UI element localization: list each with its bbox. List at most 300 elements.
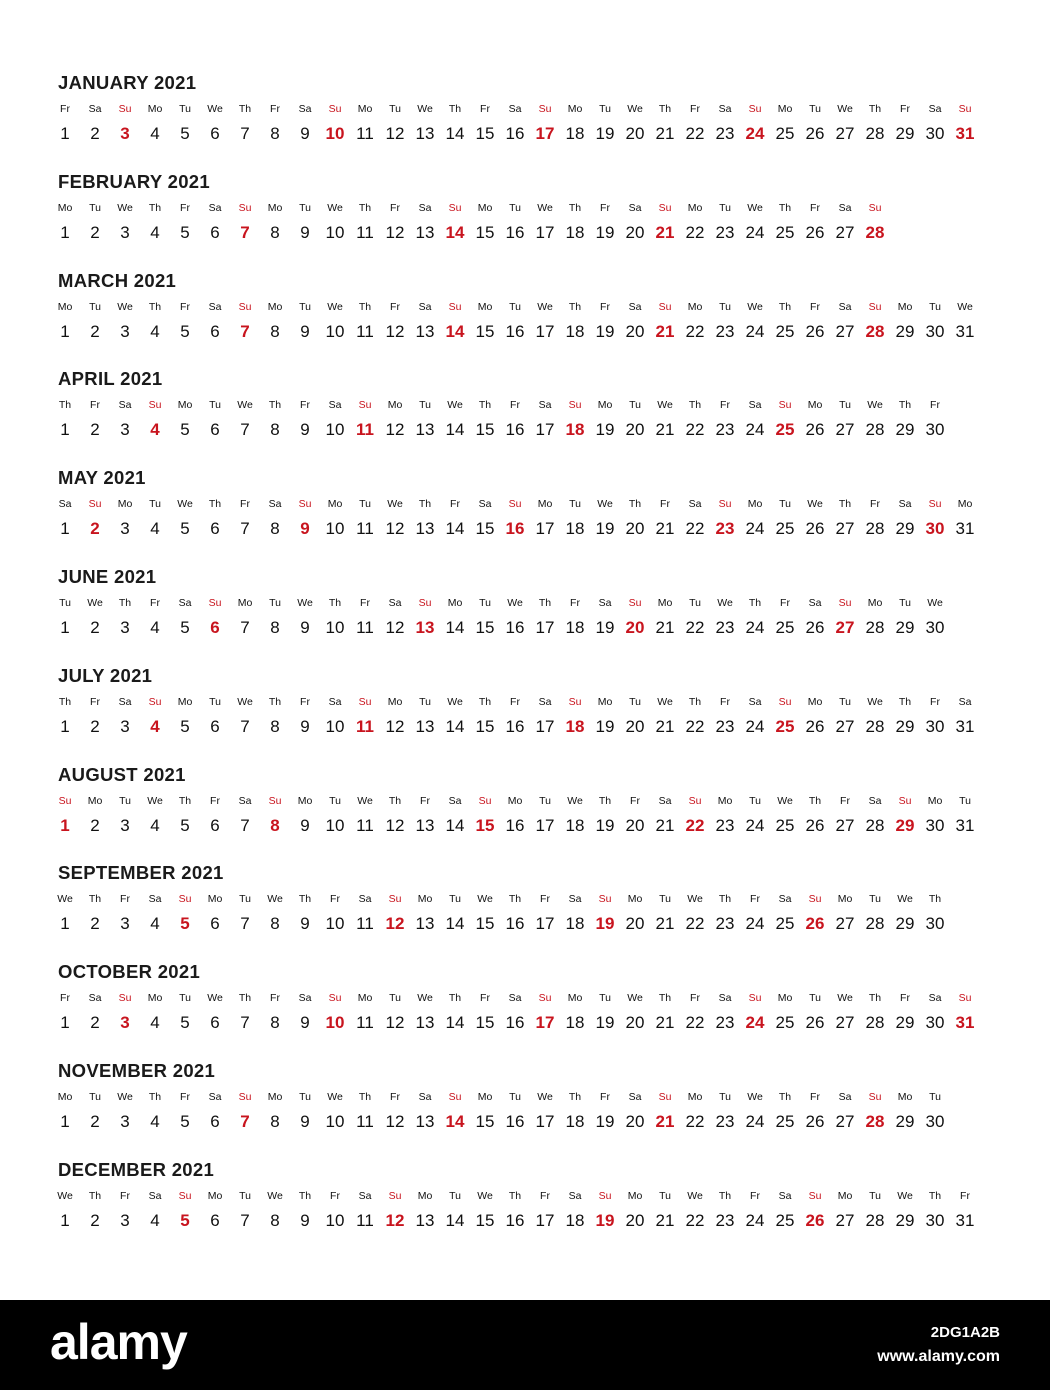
weekday-label: We xyxy=(327,301,343,313)
day-number: 10 xyxy=(325,717,345,736)
weekday-label: Th xyxy=(688,696,702,708)
weekday-label: Su xyxy=(58,795,72,807)
weekday-label: Tu xyxy=(809,992,821,1004)
weekday-label: Mo xyxy=(597,399,613,411)
weekday-label: Mo xyxy=(267,301,283,313)
weekday-label: Th xyxy=(748,597,762,609)
day-number: 8 xyxy=(270,914,280,933)
day-number: 22 xyxy=(685,914,705,933)
day-number: 14 xyxy=(445,519,465,538)
sunday-date: 25 xyxy=(775,717,795,736)
sunday-date: 22 xyxy=(685,816,705,835)
day-number: 22 xyxy=(685,1013,705,1032)
weekday-label: We xyxy=(807,498,823,510)
weekday-label: Su xyxy=(208,597,222,609)
weekday-label: We xyxy=(237,399,253,411)
weekday-label: Su xyxy=(568,696,582,708)
day-number: 29 xyxy=(895,1211,915,1230)
weekday-label: Tu xyxy=(899,597,911,609)
weekday-label: Mo xyxy=(687,202,703,214)
weekday-label: Tu xyxy=(569,498,581,510)
day-number: 15 xyxy=(475,124,495,143)
day-number: 14 xyxy=(445,1013,465,1032)
weekday-label: Fr xyxy=(840,795,850,807)
day-number: 8 xyxy=(270,1112,280,1131)
weekday-label: Fr xyxy=(690,992,700,1004)
day-number: 17 xyxy=(535,420,555,439)
day-number: 5 xyxy=(180,124,190,143)
day-number: 9 xyxy=(300,322,310,341)
day-number: 2 xyxy=(90,124,100,143)
weekday-label: We xyxy=(777,795,793,807)
day-number: 25 xyxy=(775,618,795,637)
weekday-label: Th xyxy=(448,103,462,115)
sunday-date: 12 xyxy=(385,914,405,933)
weekday-label: Fr xyxy=(150,597,160,609)
day-number: 11 xyxy=(356,914,374,933)
day-number: 3 xyxy=(120,420,130,439)
sunday-date: 1 xyxy=(60,816,70,835)
day-number: 12 xyxy=(385,717,405,736)
weekday-label: Su xyxy=(418,597,432,609)
day-number: 9 xyxy=(300,1112,310,1131)
day-number: 19 xyxy=(595,322,615,341)
day-number: 2 xyxy=(90,1211,100,1230)
weekday-label: Su xyxy=(868,202,882,214)
weekday-label: Sa xyxy=(118,399,132,411)
month-title: JUNE 2021 xyxy=(58,566,157,587)
weekday-label: Fr xyxy=(720,399,730,411)
month-title: MAY 2021 xyxy=(58,467,146,488)
weekday-label: Tu xyxy=(839,399,851,411)
weekday-label: We xyxy=(207,992,223,1004)
weekday-label: Fr xyxy=(120,893,130,905)
day-number: 30 xyxy=(925,816,945,835)
day-number: 22 xyxy=(685,618,705,637)
day-number: 14 xyxy=(445,816,465,835)
day-number: 29 xyxy=(895,124,915,143)
day-number: 3 xyxy=(120,1211,130,1230)
weekday-label: Tu xyxy=(179,992,191,1004)
weekday-label: Mo xyxy=(837,1190,853,1202)
weekday-label: Th xyxy=(358,1091,372,1103)
day-number: 21 xyxy=(655,717,675,736)
month-block xyxy=(0,1060,1050,1159)
weekday-label: Su xyxy=(538,103,552,115)
day-number: 20 xyxy=(625,124,645,143)
month-block xyxy=(0,862,1050,961)
day-number: 11 xyxy=(356,816,374,835)
weekday-label: Tu xyxy=(539,795,551,807)
day-number: 13 xyxy=(415,322,435,341)
weekday-label: Tu xyxy=(659,1190,671,1202)
day-number: 2 xyxy=(90,1112,100,1131)
weekday-label: Th xyxy=(268,696,282,708)
month-title: SEPTEMBER 2021 xyxy=(58,862,224,883)
weekday-label: Th xyxy=(568,1091,582,1103)
sunday-date: 3 xyxy=(120,1013,130,1032)
weekday-label: Tu xyxy=(449,893,461,905)
day-number: 4 xyxy=(150,519,160,538)
weekday-label: Fr xyxy=(960,1190,970,1202)
weekday-label: Su xyxy=(808,893,822,905)
day-number: 21 xyxy=(655,914,675,933)
weekday-label: Mo xyxy=(597,696,613,708)
sunday-date: 10 xyxy=(325,124,345,143)
weekday-label: Sa xyxy=(628,301,642,313)
day-number: 28 xyxy=(865,816,885,835)
day-number: 2 xyxy=(90,618,100,637)
weekday-label: Tu xyxy=(419,696,431,708)
day-number: 3 xyxy=(120,1112,130,1131)
sunday-date: 6 xyxy=(210,618,220,637)
sunday-date: 30 xyxy=(925,519,945,538)
sunday-date: 25 xyxy=(775,420,795,439)
weekday-label: Tu xyxy=(299,1091,311,1103)
sunday-date: 21 xyxy=(655,322,675,341)
day-number: 27 xyxy=(835,124,855,143)
weekday-label: Su xyxy=(118,103,132,115)
weekday-label: We xyxy=(567,795,583,807)
weekday-label: Th xyxy=(688,399,702,411)
weekday-label: Fr xyxy=(300,399,310,411)
weekday-label: Mo xyxy=(147,103,163,115)
weekday-label: Tu xyxy=(779,498,791,510)
weekday-label: Sa xyxy=(748,696,762,708)
day-number: 11 xyxy=(356,1112,374,1131)
weekday-label: Tu xyxy=(239,1190,251,1202)
day-number: 6 xyxy=(210,1013,220,1032)
weekday-label: Th xyxy=(358,202,372,214)
weekday-label: We xyxy=(507,597,523,609)
weekday-label: Tu xyxy=(419,399,431,411)
day-number: 8 xyxy=(270,1211,280,1230)
month-block xyxy=(0,467,1050,566)
weekday-label: We xyxy=(867,399,883,411)
day-number: 13 xyxy=(415,420,435,439)
weekday-label: Mo xyxy=(177,399,193,411)
weekday-label: Mo xyxy=(357,103,373,115)
day-number: 3 xyxy=(120,618,130,637)
day-number: 29 xyxy=(895,1013,915,1032)
weekday-label: We xyxy=(537,301,553,313)
weekday-label: Sa xyxy=(808,597,822,609)
day-number: 20 xyxy=(625,1013,645,1032)
weekday-label: Tu xyxy=(119,795,131,807)
day-number: 26 xyxy=(805,420,825,439)
weekday-label: Fr xyxy=(750,893,760,905)
day-number: 31 xyxy=(955,322,975,341)
weekday-label: Th xyxy=(208,498,222,510)
weekday-label: Fr xyxy=(330,893,340,905)
day-number: 30 xyxy=(925,618,945,637)
day-number: 9 xyxy=(300,717,310,736)
weekday-label: We xyxy=(897,893,913,905)
day-number: 3 xyxy=(120,816,130,835)
weekday-label: Sa xyxy=(898,498,912,510)
weekday-label: Sa xyxy=(568,893,582,905)
weekday-label: Mo xyxy=(567,103,583,115)
day-number: 17 xyxy=(535,717,555,736)
day-number: 2 xyxy=(90,914,100,933)
weekday-label: Mo xyxy=(717,795,733,807)
weekday-label: Fr xyxy=(780,597,790,609)
day-number: 25 xyxy=(775,1112,795,1131)
day-number: 28 xyxy=(865,1013,885,1032)
day-number: 28 xyxy=(865,124,885,143)
day-number: 6 xyxy=(210,1211,220,1230)
day-number: 27 xyxy=(835,1211,855,1230)
day-number: 7 xyxy=(240,124,250,143)
day-number: 20 xyxy=(625,322,645,341)
day-number: 6 xyxy=(210,914,220,933)
weekday-label: Mo xyxy=(237,597,253,609)
weekday-label: Fr xyxy=(330,1190,340,1202)
weekday-label: Mo xyxy=(267,202,283,214)
day-number: 11 xyxy=(356,1211,374,1230)
weekday-label: Th xyxy=(808,795,822,807)
day-number: 11 xyxy=(356,519,374,538)
day-number: 26 xyxy=(805,816,825,835)
weekday-label: Tu xyxy=(449,1190,461,1202)
weekday-label: Tu xyxy=(719,202,731,214)
day-number: 3 xyxy=(120,717,130,736)
weekday-label: Mo xyxy=(87,795,103,807)
day-number: 2 xyxy=(90,816,100,835)
weekday-label: Sa xyxy=(298,992,312,1004)
weekday-label: Th xyxy=(538,597,552,609)
weekday-label: Mo xyxy=(507,795,523,807)
weekday-label: Fr xyxy=(930,399,940,411)
weekday-label: We xyxy=(117,202,133,214)
weekday-label: We xyxy=(447,696,463,708)
weekday-label: We xyxy=(657,696,673,708)
day-number: 13 xyxy=(415,717,435,736)
sunday-date: 26 xyxy=(805,1211,825,1230)
weekday-label: Fr xyxy=(390,1091,400,1103)
day-number: 30 xyxy=(925,1112,945,1131)
day-number: 24 xyxy=(745,914,765,933)
weekday-label: We xyxy=(747,1091,763,1103)
day-number: 13 xyxy=(415,1112,435,1131)
day-number: 1 xyxy=(60,618,70,637)
day-number: 21 xyxy=(655,816,675,835)
image-id: 2DG1A2B xyxy=(930,1324,1000,1341)
weekday-label: We xyxy=(597,498,613,510)
weekday-label: Th xyxy=(388,795,402,807)
day-number: 27 xyxy=(835,519,855,538)
day-number: 14 xyxy=(445,914,465,933)
day-number: 7 xyxy=(240,914,250,933)
day-number: 16 xyxy=(505,717,525,736)
day-number: 2 xyxy=(90,420,100,439)
day-number: 13 xyxy=(415,1211,435,1230)
weekday-label: Sa xyxy=(238,795,252,807)
weekday-label: Mo xyxy=(147,992,163,1004)
day-number: 8 xyxy=(270,223,280,242)
weekday-label: We xyxy=(267,893,283,905)
weekday-label: Su xyxy=(178,1190,192,1202)
day-number: 18 xyxy=(565,816,585,835)
weekday-label: Th xyxy=(658,992,672,1004)
day-number: 29 xyxy=(895,1112,915,1131)
weekday-label: Sa xyxy=(268,498,282,510)
day-number: 24 xyxy=(745,1211,765,1230)
weekday-label: Mo xyxy=(687,301,703,313)
day-number: 9 xyxy=(300,1013,310,1032)
day-number: 9 xyxy=(300,124,310,143)
day-number: 5 xyxy=(180,1013,190,1032)
day-number: 22 xyxy=(685,1112,705,1131)
day-number: 23 xyxy=(715,914,735,933)
weekday-label: Th xyxy=(88,893,102,905)
day-number: 3 xyxy=(120,322,130,341)
sunday-date: 7 xyxy=(240,322,250,341)
sunday-date: 27 xyxy=(835,618,855,637)
day-number: 6 xyxy=(210,816,220,835)
day-number: 3 xyxy=(120,914,130,933)
weekday-label: Mo xyxy=(807,399,823,411)
day-number: 12 xyxy=(385,223,405,242)
day-number: 20 xyxy=(625,1211,645,1230)
day-number: 10 xyxy=(325,914,345,933)
day-number: 11 xyxy=(356,322,374,341)
sunday-date: 14 xyxy=(445,322,465,341)
weekday-label: Mo xyxy=(417,1190,433,1202)
day-number: 31 xyxy=(955,816,975,835)
day-number: 23 xyxy=(715,1211,735,1230)
day-number: 11 xyxy=(356,124,374,143)
weekday-label: Th xyxy=(238,992,252,1004)
weekday-label: Fr xyxy=(120,1190,130,1202)
weekday-label: Mo xyxy=(417,893,433,905)
weekday-label: Fr xyxy=(600,1091,610,1103)
sunday-date: 11 xyxy=(356,717,374,736)
sunday-date: 4 xyxy=(150,717,160,736)
day-number: 5 xyxy=(180,717,190,736)
weekday-label: Sa xyxy=(838,202,852,214)
day-number: 9 xyxy=(300,914,310,933)
weekday-label: Mo xyxy=(777,103,793,115)
day-number: 1 xyxy=(60,717,70,736)
weekday-label: Sa xyxy=(928,992,942,1004)
weekday-label: Su xyxy=(238,301,252,313)
day-number: 28 xyxy=(865,914,885,933)
month-title: FEBRUARY 2021 xyxy=(58,171,210,192)
weekday-label: Fr xyxy=(720,696,730,708)
day-number: 22 xyxy=(685,223,705,242)
day-number: 14 xyxy=(445,1211,465,1230)
day-number: 26 xyxy=(805,124,825,143)
day-number: 5 xyxy=(180,519,190,538)
weekday-label: We xyxy=(117,301,133,313)
day-number: 25 xyxy=(775,1211,795,1230)
day-number: 12 xyxy=(385,420,405,439)
day-number: 19 xyxy=(595,1013,615,1032)
weekday-label: Su xyxy=(688,795,702,807)
weekday-label: Su xyxy=(568,399,582,411)
weekday-label: Fr xyxy=(270,103,280,115)
weekday-label: Su xyxy=(808,1190,822,1202)
weekday-label: Su xyxy=(868,301,882,313)
weekday-label: Su xyxy=(748,992,762,1004)
day-number: 27 xyxy=(835,816,855,835)
weekday-label: We xyxy=(657,399,673,411)
day-number: 29 xyxy=(895,519,915,538)
website-url: www.alamy.com xyxy=(877,1348,1000,1365)
sunday-date: 31 xyxy=(955,1013,975,1032)
weekday-label: We xyxy=(687,893,703,905)
weekday-label: Su xyxy=(148,399,162,411)
weekday-label: Su xyxy=(478,795,492,807)
weekday-label: Fr xyxy=(900,103,910,115)
day-number: 8 xyxy=(270,322,280,341)
weekday-label: Fr xyxy=(360,597,370,609)
weekday-label: Mo xyxy=(57,1091,73,1103)
day-number: 13 xyxy=(415,223,435,242)
weekday-label: Su xyxy=(508,498,522,510)
sunday-date: 28 xyxy=(865,322,885,341)
weekday-label: Tu xyxy=(179,103,191,115)
weekday-label: Su xyxy=(178,893,192,905)
day-number: 27 xyxy=(835,1112,855,1131)
weekday-label: Su xyxy=(718,498,732,510)
weekday-label: Mo xyxy=(207,1190,223,1202)
weekday-label: We xyxy=(687,1190,703,1202)
day-number: 28 xyxy=(865,519,885,538)
weekday-label: We xyxy=(177,498,193,510)
day-number: 16 xyxy=(505,420,525,439)
day-number: 24 xyxy=(745,717,765,736)
day-number: 8 xyxy=(270,717,280,736)
weekday-label: Sa xyxy=(598,597,612,609)
sunday-date: 13 xyxy=(415,618,435,637)
weekday-label: Sa xyxy=(148,893,162,905)
day-number: 10 xyxy=(325,519,345,538)
weekday-label: Th xyxy=(778,301,792,313)
sunday-date: 5 xyxy=(180,914,190,933)
day-number: 15 xyxy=(475,1112,495,1131)
weekday-label: Sa xyxy=(448,795,462,807)
weekday-label: Th xyxy=(658,103,672,115)
sunday-date: 29 xyxy=(895,816,915,835)
day-number: 7 xyxy=(240,816,250,835)
weekday-label: Th xyxy=(268,399,282,411)
day-number: 7 xyxy=(240,1013,250,1032)
weekday-label: Tu xyxy=(269,597,281,609)
weekday-label: Su xyxy=(238,1091,252,1103)
day-number: 26 xyxy=(805,223,825,242)
sunday-date: 7 xyxy=(240,223,250,242)
weekday-label: Su xyxy=(958,992,972,1004)
day-number: 31 xyxy=(955,1211,975,1230)
day-number: 23 xyxy=(715,223,735,242)
day-number: 13 xyxy=(415,1013,435,1032)
weekday-label: We xyxy=(327,202,343,214)
weekday-label: Mo xyxy=(267,1091,283,1103)
weekday-label: Fr xyxy=(480,992,490,1004)
day-number: 26 xyxy=(805,1013,825,1032)
weekday-label: Th xyxy=(298,893,312,905)
day-number: 5 xyxy=(180,1112,190,1131)
sunday-date: 28 xyxy=(865,1112,885,1131)
day-number: 6 xyxy=(210,420,220,439)
weekday-label: Tu xyxy=(869,1190,881,1202)
weekday-label: Th xyxy=(178,795,192,807)
day-number: 2 xyxy=(90,717,100,736)
day-number: 9 xyxy=(300,1211,310,1230)
weekday-label: Tu xyxy=(299,301,311,313)
